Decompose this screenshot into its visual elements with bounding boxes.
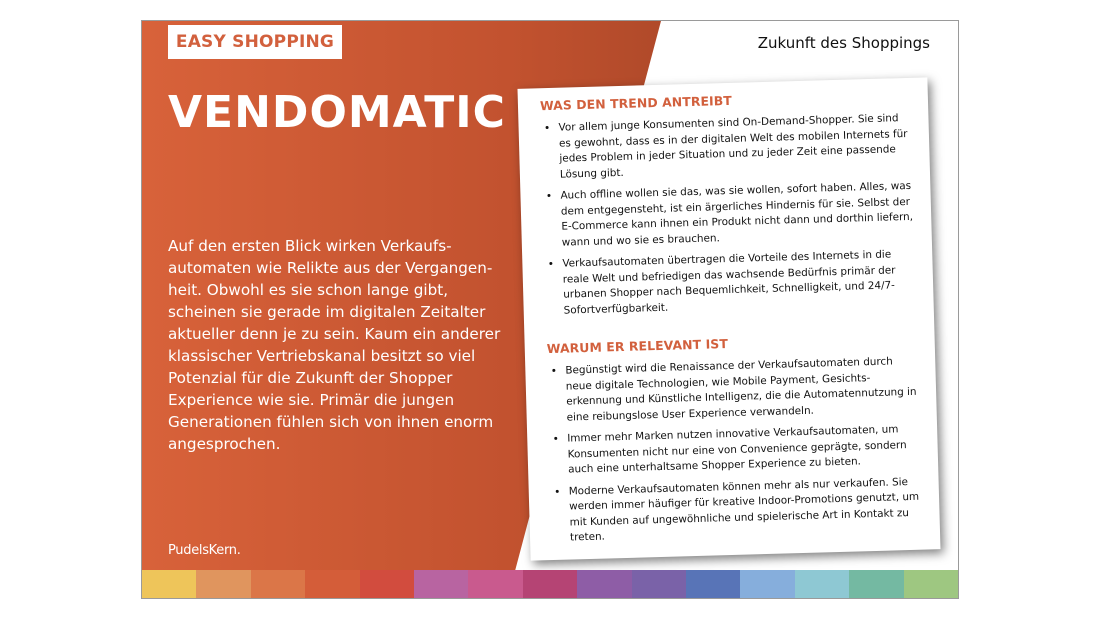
list-item: • Auch offline wollen sie das, was sie wollen, sofort haben. Alles, was dem entgegensteht, ist ein ärgerliches Hindernis für sie. Selbst der E-Commerce kann ihnen ein Produkt nicht dann und dorthin liefern, wann und wo sie es brauchen. [560, 179, 914, 251]
color-stripe-segment [305, 570, 359, 598]
list-item: • Moderne Verkaufsautomaten können mehr als nur verkaufen. Sie werden immer häufiger für kreative Indoor-Promotions genutzt, um mit Kunden auf ungewöhnliche und spielerische Art in Kontakt zu treten. [569, 474, 923, 546]
intro-text: Auf den ersten Blick wirken Verkaufsautomaten wie Relikte aus der Vergangenheit. Obwohl es sie schon lange gibt, scheinen sie gerade im digitalen Zeitalter aktueller denn je zu sein. Kaum ein anderer klassischer Vertriebskanal besitzt so viel Potenzial für die Zukunft der Shopper Experience wie sie. Primär die jungen Generationen fühlen sich von ihnen enorm angesprochen. [168, 237, 501, 453]
list-item: • Begünstigt wird die Renaissance der Verkaufsautomaten durch neue digitale Technologien, wie Mobile Payment, Gesichtserkennung und Künstliche Intelligenz, die die Automatennutzung in eine reibungslose User Experience verwandeln. [565, 354, 919, 426]
section-title-relevance: WARUM ER RELEVANT IST [546, 336, 729, 357]
info-card [517, 77, 940, 560]
color-stripe-segment [686, 570, 740, 598]
list-item: • Immer mehr Marken nutzen innovative Verkaufsautomaten, um Konsumenten nicht nur eine von Convenience geprägte, sondern auch eine unterhaltsame Shopper Experience zu bieten. [567, 422, 920, 478]
list-item: • Vor allem junge Konsumenten sind On-Demand-Shopper. Sie sind es gewohnt, dass es in der digitalen Welt des mobilen Internets für jedes Problem in jeder Situation und zu jeder Zeit eine passende Lösung gibt. [558, 111, 912, 183]
brand-logo: PudelsKern. [168, 543, 241, 558]
header-right-label: Zukunft des Shoppings [757, 34, 930, 52]
color-stripe-segment [849, 570, 903, 598]
color-stripe-segment [360, 570, 414, 598]
color-stripe-segment [904, 570, 958, 598]
list-item: • Verkaufsautomaten übertragen die Vorteile des Internets in die reale Welt und befriedigen das wachsende Bedürfnis primär der urbanen Shopper nach Bequemlichkeit, Schnelligkeit, und 24/7-Sofortverfügbarkeit. [562, 247, 916, 319]
section-title-trend: WAS DEN TREND ANTREIBT [539, 92, 733, 114]
slide [141, 20, 959, 599]
color-stripe-segment [414, 570, 468, 598]
color-stripe-segment [577, 570, 631, 598]
color-stripe-segment [523, 570, 577, 598]
color-stripe-segment [251, 570, 305, 598]
relevance-list [547, 354, 922, 547]
color-stripe [142, 570, 958, 598]
color-stripe-segment [142, 570, 196, 598]
category-tag: EASY SHOPPING [168, 25, 342, 59]
page-title: VENDOMATIC [168, 87, 506, 138]
trend-list [540, 111, 915, 319]
color-stripe-segment [468, 570, 522, 598]
color-stripe-segment [795, 570, 849, 598]
color-stripe-segment [196, 570, 250, 598]
color-stripe-segment [632, 570, 686, 598]
color-stripe-segment [740, 570, 794, 598]
